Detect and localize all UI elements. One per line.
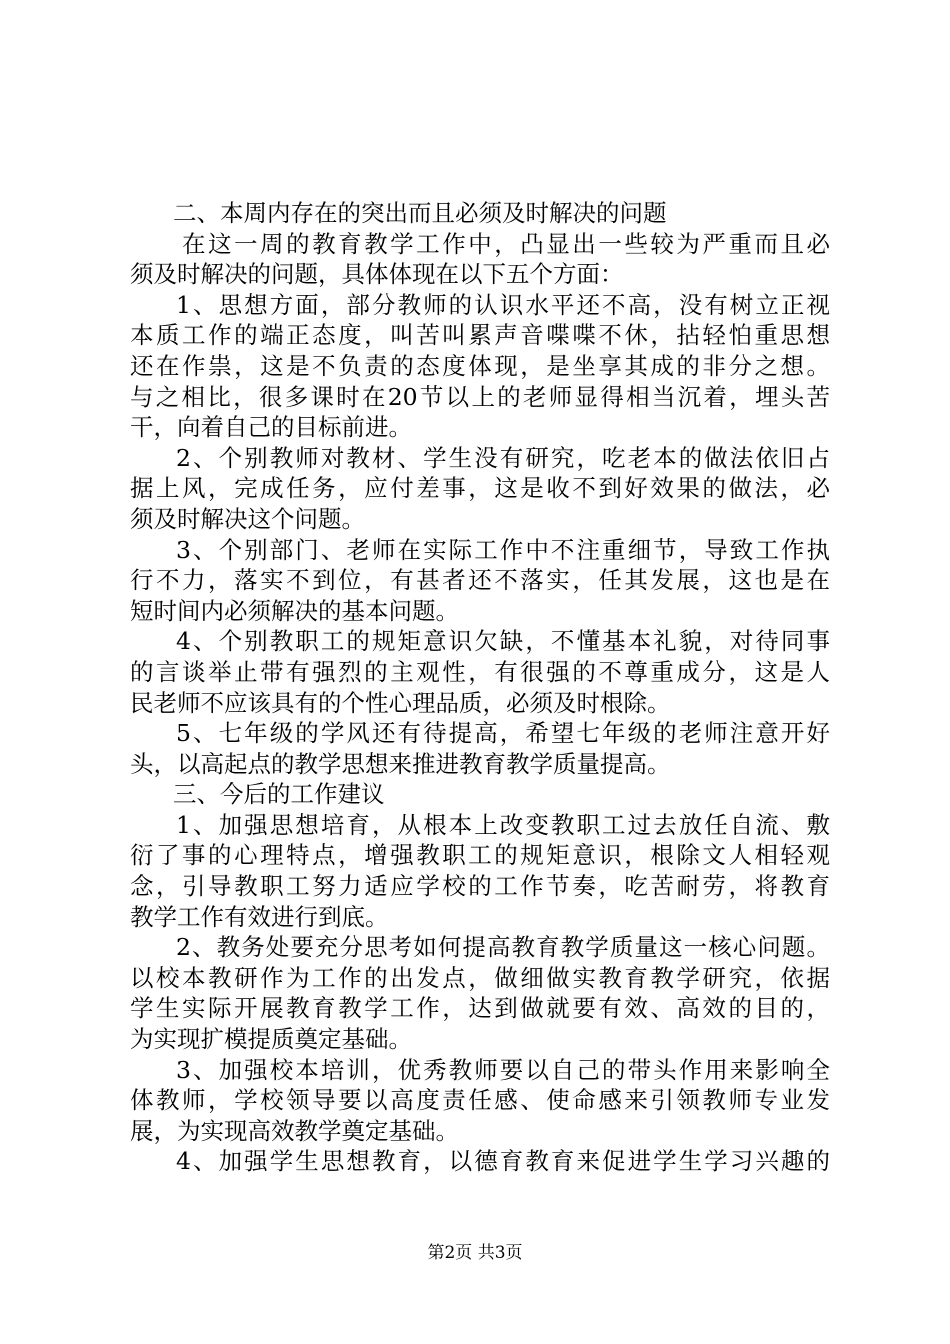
paragraph-line: 以校本教研作为工作的出发点，做细做实教育教学研究，依据 [130,963,830,992]
list-item-line: 3、个别部门、老师在实际工作中不注重细节，导致工作执 [176,535,830,564]
section-heading-problems: 二、本周内存在的突出而且必须及时解决的问题 [173,199,667,227]
page-number-footer: 第2页 共3页 [427,1243,523,1263]
paragraph-line: 干，向着自己的目标前进。 [130,413,412,442]
section-heading-suggestions: 三、今后的工作建议 [173,780,385,809]
paragraph-line: 与之相比，很多课时在20节以上的老师显得相当沉着，埋头苦 [130,382,830,411]
paragraph-line: 行不力，落实不到位，有甚者还不落实，任其发展，这也是在 [130,566,830,595]
list-item-line: 1、加强思想培育，从根本上改变教职工过去放任自流、敷 [176,810,830,839]
list-item-line: 2、教务处要充分思考如何提高教育教学质量这一核心问题。 [176,933,830,962]
paragraph-line: 须及时解决这个问题。 [130,504,365,533]
paragraph-line: 在这一周的教育教学工作中，凸显出一些较为严重而且必 [182,229,830,258]
paragraph-line: 须及时解决的问题，具体体现在以下五个方面： [130,260,624,289]
paragraph-line: 还在作祟，这是不负责的态度体现，是坐享其成的非分之想。 [130,351,830,380]
list-item-line: 2、个别教师对教材、学生没有研究，吃老本的做法依旧占 [176,443,830,472]
paragraph-line: 短时间内必须解决的基本问题。 [130,596,459,625]
paragraph-line: 学生实际开展教育教学工作，达到做就要有效、高效的目的， [130,994,830,1023]
document-body [130,198,830,1177]
paragraph-line: 据上风，完成任务，应付差事，这是收不到好效果的做法，必 [130,474,830,503]
list-item-line: 4、个别教职工的规矩意识欠缺，不懂基本礼貌，对待同事 [176,627,830,656]
paragraph-line: 衍了事的心理特点，增强教职工的规矩意识，根除文人相轻观 [130,841,830,870]
paragraph-line: 体教师，学校领导要以高度责任感、使命感来引领教师专业发 [130,1086,830,1115]
paragraph-line: 本质工作的端正态度，叫苦叫累声音喋喋不休，拈轻怕重思想 [130,321,830,350]
list-item-line: 1、思想方面，部分教师的认识水平还不高，没有树立正视 [176,290,830,319]
list-item-line: 5、七年级的学风还有待提高，希望七年级的老师注意开好 [176,719,830,748]
paragraph-line: 民老师不应该具有的个性心理品质，必须及时根除。 [130,688,671,717]
paragraph-line: 念，引导教职工努力适应学校的工作节奏，吃苦耐劳，将教育 [130,872,830,901]
list-item-line: 4、加强学生思想教育，以德育教育来促进学生学习兴趣的 [176,1147,830,1176]
paragraph-line: 教学工作有效进行到底。 [130,902,389,931]
paragraph-line: 头，以高起点的教学思想来推进教育教学质量提高。 [130,749,671,778]
paragraph-line: 的言谈举止带有强烈的主观性，有很强的不尊重成分，这是人 [130,657,830,686]
list-item-line: 3、加强校本培训，优秀教师要以自己的带头作用来影响全 [176,1055,830,1084]
paragraph-line: 为实现扩模提质奠定基础。 [130,1025,412,1054]
paragraph-line: 展，为实现高效教学奠定基础。 [130,1116,459,1145]
